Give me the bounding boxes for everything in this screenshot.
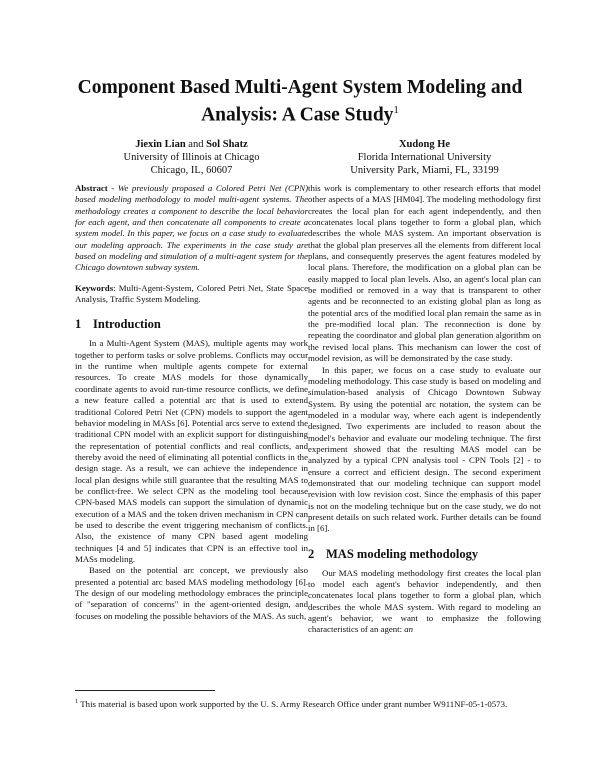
title-footnote-marker: 1 xyxy=(393,104,399,116)
left-column xyxy=(75,183,308,622)
author-affiliation-uic: University of Illinois at Chicago xyxy=(123,152,260,163)
author-name-he: Xudong He xyxy=(398,139,451,150)
right-paragraph-1: this work is complementary to other research efforts that model other aspects of a MAS [HM04]. The modeling methodology first creates the local plan for each agent independently, and then concatenates local plans together to form a global plan, which describes the whole MAS system. An important observation is that the global plan preserves all the elements from different local plans, and consequently preserves the agent features modeled by local plans. Therefore, the modification on a global plan can be easily mapped to local plan levels. Also, an agent's local plan can be modified or removed in a way that is transparent to other agents and be reconnected to an existing global plan as long as the potential arcs of the modified local plan remain the same as in the pre-modified local plan. The reconnection is done by repeating the coordinator and global plan generation algorithm on the revised local plans. This mechanism can lower the cost of model revision, as will be demonstrated by the case study. xyxy=(308,183,541,364)
abstract xyxy=(75,183,308,274)
author-address-uic: Chicago, IL, 60607 xyxy=(150,165,233,176)
section-title: Introduction xyxy=(93,317,161,332)
right-column xyxy=(308,183,541,636)
abstract-text: - We previously proposed a Colored Petri Net (CPN) based modeling methodology to model multi-agent systems. The methodology creates a component to describe the local behavior for each agent, and then concatenate all components to create a system model. In this paper, we focus on a case study to evaluate our modeling approach. The experiments in the case study are based on modeling and simulation of a multi-agent system for the Chicago downtown subway system. xyxy=(75,183,308,273)
methodology-paragraph-1 xyxy=(308,568,541,636)
abstract-label: Abstract xyxy=(75,183,108,193)
author-affiliation-fiu: Florida International University xyxy=(357,152,492,163)
footnote-marker: 1 xyxy=(75,698,79,705)
section-heading-introduction xyxy=(75,317,308,332)
right-paragraph-2: In this paper, we focus on a case study to evaluate our modeling methodology. This case study is based on modeling and simulation-based analysis of Chicago Downtown Subway System. By using the potential arc notation, the system can be modeled in a modular way, where each agent is independently designed. Two experiments are included to reason about the model's behavior and evaluate our modeling technique. The first experiment showed that the resulting MAS model can be analyzed by a typical CPN analysis tool - CPN Tools [2] - to ensure a correct and efficient design. The second experiment demonstrated that our modeling technique can support model revision with low revision cost. Since the emphasis of this paper is not on the modeling technique but on the case study, we do not present details on such related work. Further details can be found in [6]. xyxy=(308,364,541,534)
author-name-shatz: Sol Shatz xyxy=(206,139,248,150)
title-line-1: Component Based Multi-Agent System Modeling and xyxy=(77,77,523,98)
keywords xyxy=(75,283,308,306)
paper-title xyxy=(60,76,540,127)
keywords-text: : Multi-Agent-System, Colored Petri Net, State Space Analysis, Traffic System Modeling. xyxy=(75,282,308,305)
intro-paragraph-1: In a Multi-Agent System (MAS), multiple agents may work together to perform tasks or solve problems. Conflicts may occur in the runtime when multiple agents compete for external resources. To create MAS models for those dynamically coordinate agents to avoid run-time resource conflicts, we define a new feature called a potential arc that is used to extend traditional Colored Petri Net (CPN) models to support the agent behavior modeling in MASs [6]. Potential arcs serve to extend the traditional CPN model with an explicit support for distinguishing the representation of potential conflicts and real conflicts, and thereby avoid the need of eliminating all potential conflicts in the design stage. As a result, we can achieve the independence in local plan designs while still guarantee that the resulting MAS to be conflict-free. We select CPN as the modeling tool because CPN-based MAS models can support the simulation of dynamic execution of a MAS and the token driven mechanism in CPN can be used to describe the event triggering mechanism of conflicts. Also, the existence of many CPN based agent modeling techniques [4 and 5] indicates that CPN is an effective tool in MASs modeling. xyxy=(75,338,308,564)
methodology-text: Our MAS modeling methodology first creates the local plan to model each agent's behavior independently, and then concatenates local plans together to form a global plan, which describes the whole MAS system. With regard to modeling an agent's behavior, we want to emphasize the following characteristics of an agent: xyxy=(308,567,541,635)
author-block-fiu xyxy=(308,138,541,177)
author-and: and xyxy=(188,139,204,150)
author-block-uic xyxy=(75,138,308,177)
author-name-lian: Jiexin Lian xyxy=(135,139,186,150)
keywords-label: Keywords xyxy=(75,282,114,293)
section-title: MAS modeling methodology xyxy=(326,546,479,561)
author-address-fiu: University Park, Miami, FL, 33199 xyxy=(350,165,499,176)
methodology-text-tail: an xyxy=(404,624,414,635)
section-number: 1 xyxy=(75,317,82,332)
intro-paragraph-2: Based on the potential arc concept, we previously also presented a potential arc based MAS modeling methodology [6]. The design of our modeling methodology embraces the principle of "separation of concerns" in the agent-oriented design, and focuses on modeling the possible behaviors of the MAS. As such, xyxy=(75,565,308,621)
title-line-2: Analysis: A Case Study xyxy=(201,104,394,126)
footnote-rule xyxy=(75,690,215,691)
footnote-text: This material is based upon work supported by the U. S. Army Research Office under grant number W911NF-05-1-0573. xyxy=(80,698,508,709)
section-heading-methodology xyxy=(308,547,541,562)
footnote xyxy=(75,696,541,710)
section-number: 2 xyxy=(308,546,315,561)
